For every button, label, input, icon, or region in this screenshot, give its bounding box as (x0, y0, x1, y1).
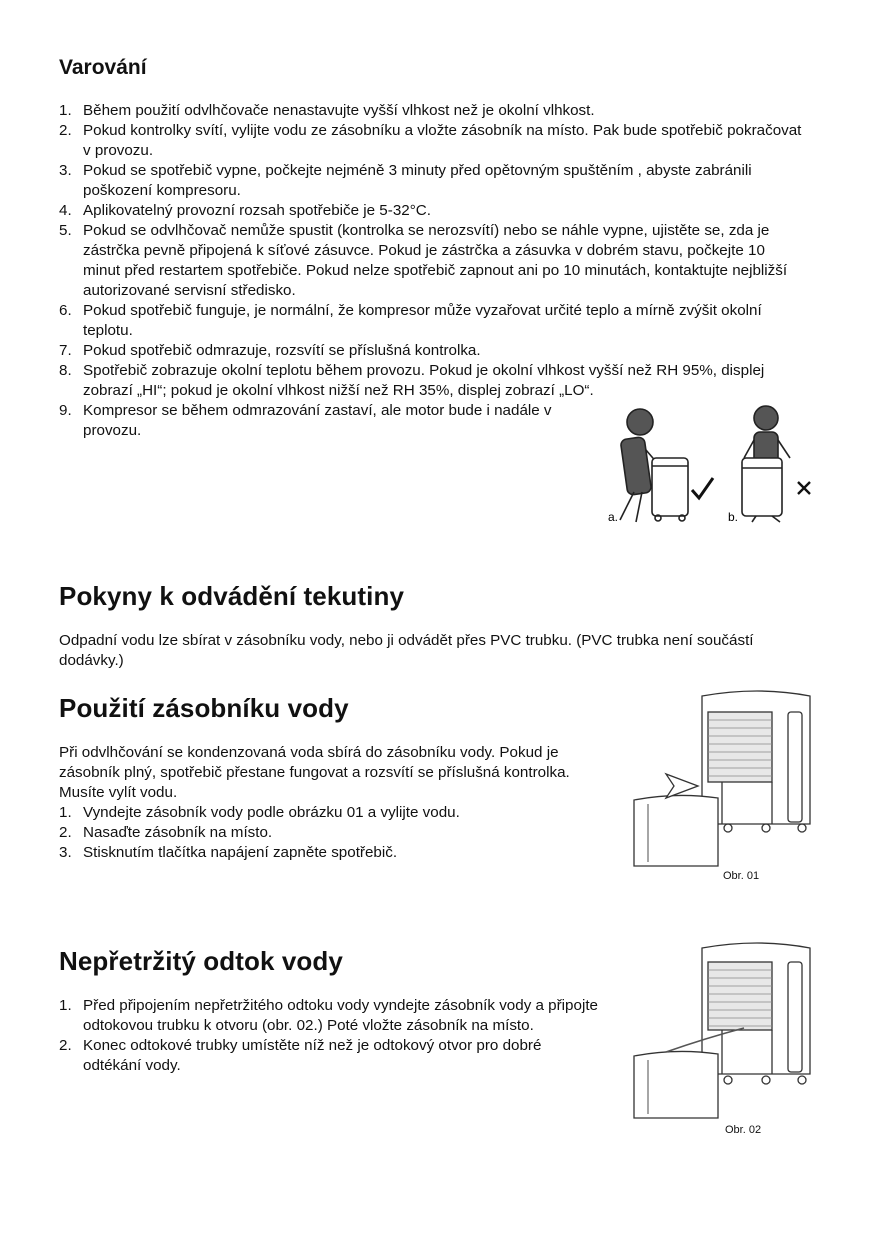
list-item: 2. Pokud kontrolky svítí, vylijte vodu ze zásobníku a vložte zásobník na místo. Pak bude spotřebič pokračovat v provozu. (59, 122, 802, 159)
drain-text: Odpadní vodu lze sbírat v zásobníku vody, nebo ji odvádět přes PVC trubku. (PVC trubka není součástí dodávky.) (59, 632, 754, 669)
figure-label-b: b. (728, 510, 739, 524)
list-item: 8. Spotřebič zobrazuje okolní teplotu během provozu. Pokud je okolní vlhkost vyšší než RH 95%, displej zobrazí „HI“; pokud je okolní vlhkost nižší než RH 35%, displej zobrazí „LO“. (59, 362, 765, 399)
continuous-title: Nepřetržitý odtok vody (59, 946, 343, 976)
figure-caption-02: Obr. 02 (725, 1124, 762, 1136)
tank-list (59, 803, 599, 863)
list-item: 1. Během použití odvlhčovače nenastavujte vyšší vlhkost než je okolní vlhkost. (59, 102, 595, 119)
list-item: 1. Před připojením nepřetržitého odtoku vody vyndejte zásobník vody a připojte odtokovou trubku k otvoru (obr. 02.) Poté vložte zásobník na místo. (59, 997, 598, 1034)
carry-illustration (596, 400, 820, 530)
tank-title: Použití zásobníku vody (59, 693, 349, 723)
cross-icon (798, 482, 810, 494)
list-item: 4. Aplikovatelný provozní rozsah spotřebiče je 5-32°C. (59, 202, 431, 219)
dehumidifier-fig-01 (626, 686, 822, 872)
list-item: 6. Pokud spotřebič funguje, je normální, že kompresor může vyzařovat určité teplo a mírně zvýšit okolní teplotu. (59, 302, 762, 339)
list-item: 3. Stisknutím tlačítka napájení zapněte spotřebič. (59, 844, 398, 861)
list-item: 5. Pokud se odvlhčovač nemůže spustit (kontrolka se nerozsvítí) nebo se náhle vypne, ujistěte se, zda je zástrčka pevně připojená k síťové zásuvce. Pokud je zástrčka a zásuvka v dobrém stavu, počkejte 10 minut před restartem spotřebiče. Pokud nelze spotřebič zapnout ani po 10 minutách, kontaktujte nejbližší autorizované servisní středisko. (59, 222, 788, 299)
dehumidifier-fig-02 (626, 938, 822, 1124)
figure-label-a: a. (608, 510, 619, 524)
drain-title: Pokyny k odvádění tekutiny (59, 581, 405, 611)
continuous-list (59, 996, 599, 1076)
list-item: 1. Vyndejte zásobník vody podle obrázku 01 a vylijte vodu. (59, 804, 460, 821)
checkmark-icon (692, 478, 713, 498)
list-item: 3. Pokud se spotřebič vypne, počkejte nejméně 3 minuty před opětovným spuštěním , abyste zabránili poškození kompresoru. (59, 162, 752, 199)
list-item: 7. Pokud spotřebič odmrazuje, rozsvítí se příslušná kontrolka. (59, 342, 481, 359)
warning-title: Varování (59, 56, 147, 79)
list-item: 2. Nasaďte zásobník na místo. (59, 824, 273, 841)
list-item: 2. Konec odtokové trubky umístěte níž než je odtokový otvor pro dobré odtékání vody. (59, 1037, 542, 1074)
person-a (620, 409, 688, 522)
tank-text: Při odvlhčování se kondenzovaná voda sbírá do zásobníku vody. Pokud je zásobník plný, spotřebič přestane fungovat a rozsvítí se příslušná kontrolka. Musíte vylít vodu. (59, 744, 570, 801)
person-b (742, 406, 790, 522)
warning-list (59, 101, 804, 441)
list-item: 9. Kompresor se během odmrazování zastaví, ale motor bude i nadále v provozu. (59, 402, 552, 439)
figure-caption-01: Obr. 01 (723, 870, 760, 882)
